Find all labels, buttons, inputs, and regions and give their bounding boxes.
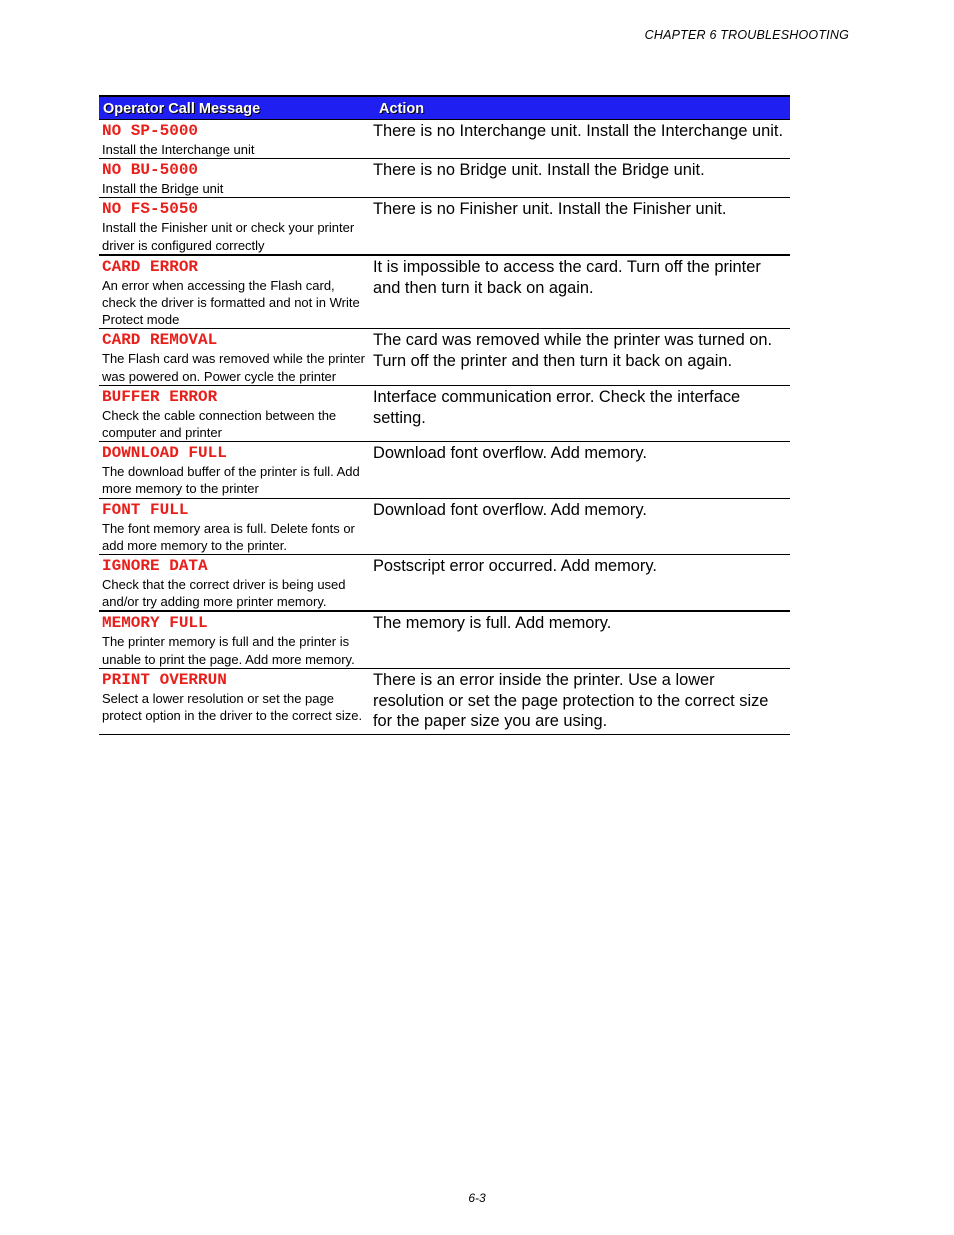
message-cell xyxy=(99,198,369,255)
message-cell xyxy=(99,255,369,329)
message-description: Install the Finisher unit or check your printer driver is configured correctly xyxy=(102,220,355,253)
action-cell xyxy=(369,611,790,668)
message-code: NO BU-5000 xyxy=(102,161,199,180)
table-header-row xyxy=(99,96,790,120)
action-text: There is no Interchange unit. Install the Interchange unit. xyxy=(373,122,784,140)
table-row xyxy=(99,668,790,734)
action-text: Download font overflow. Add memory. xyxy=(373,444,647,463)
message-cell xyxy=(99,668,369,734)
message-code: PRINT OVERRUN xyxy=(102,670,227,689)
message-description: Check the cable connection between the computer and printer xyxy=(102,407,337,441)
action-cell xyxy=(369,198,790,255)
message-description: Install the Bridge unit xyxy=(102,181,224,197)
table-row xyxy=(99,159,790,198)
message-cell xyxy=(99,120,369,159)
chapter-header: CHAPTER 6 TROUBLESHOOTING xyxy=(644,28,849,42)
message-code: NO FS-5050 xyxy=(102,200,199,219)
table-row xyxy=(99,255,790,329)
column-header-message: Operator Call Message xyxy=(99,96,369,120)
action-text: The card was removed while the printer was turned on. Turn off the printer and then turn it back on again. xyxy=(373,331,773,371)
table-row xyxy=(99,442,790,498)
table-row xyxy=(99,611,790,668)
message-cell xyxy=(99,555,369,612)
table-row xyxy=(99,198,790,255)
table-row xyxy=(99,555,790,612)
message-cell xyxy=(99,442,369,498)
action-cell xyxy=(369,668,790,734)
message-code: CARD REMOVAL xyxy=(102,331,218,350)
message-description: Select a lower resolution or set the page protect option in the driver to the correct size. xyxy=(102,690,363,724)
message-description: The download buffer of the printer is full. Add more memory to the printer xyxy=(102,464,360,497)
message-description: The font memory area is full. Delete fonts or add more memory to the printer. xyxy=(102,520,355,553)
action-cell xyxy=(369,159,790,198)
message-code: MEMORY FULL xyxy=(102,614,208,633)
action-text: There is an error inside the printer. Use a lower resolution or set the page protection to the correct size for the paper size you are using. xyxy=(373,670,769,731)
page-number: 6-3 xyxy=(468,1191,486,1205)
message-description: The Flash card was removed while the printer was powered on. Power cycle the printer xyxy=(102,351,366,384)
action-text: It is impossible to access the card. Turn off the printer and then turn it back on again. xyxy=(373,257,761,297)
action-text: Postscript error occurred. Add memory. xyxy=(373,557,657,576)
action-text: Interface communication error. Check the interface setting. xyxy=(373,387,741,427)
action-text: The memory is full. Add memory. xyxy=(373,614,612,633)
table-row xyxy=(99,385,790,441)
column-header-action: Action xyxy=(369,96,790,120)
message-cell xyxy=(99,159,369,198)
message-description: Check that the correct driver is being used and/or try adding more printer memory. xyxy=(102,577,346,610)
action-cell xyxy=(369,255,790,329)
message-code: IGNORE DATA xyxy=(102,557,208,576)
table-row xyxy=(99,498,790,554)
message-description: Install the Interchange unit xyxy=(102,142,255,157)
action-cell xyxy=(369,329,790,385)
table-row xyxy=(99,120,790,159)
message-code: BUFFER ERROR xyxy=(102,387,218,406)
message-cell xyxy=(99,498,369,554)
action-cell xyxy=(369,442,790,498)
table-row xyxy=(99,329,790,385)
action-text: Download font overflow. Add memory. xyxy=(373,500,647,519)
action-cell xyxy=(369,120,790,159)
message-cell xyxy=(99,385,369,441)
message-code: NO SP-5000 xyxy=(102,122,199,140)
operator-call-table xyxy=(99,95,790,735)
action-cell xyxy=(369,498,790,554)
action-cell xyxy=(369,555,790,612)
action-text: There is no Finisher unit. Install the Finisher unit. xyxy=(373,200,727,219)
action-cell xyxy=(369,385,790,441)
message-code: DOWNLOAD FULL xyxy=(102,444,227,463)
message-code: FONT FULL xyxy=(102,500,189,519)
message-cell xyxy=(99,611,369,668)
message-description: The printer memory is full and the printer is unable to print the page. Add more memory. xyxy=(102,634,355,667)
message-cell xyxy=(99,329,369,385)
message-code: CARD ERROR xyxy=(102,257,199,276)
message-description: An error when accessing the Flash card, check the driver is formatted and not in Write Protect mode xyxy=(102,277,360,328)
action-text: There is no Bridge unit. Install the Bridge unit. xyxy=(373,161,705,180)
